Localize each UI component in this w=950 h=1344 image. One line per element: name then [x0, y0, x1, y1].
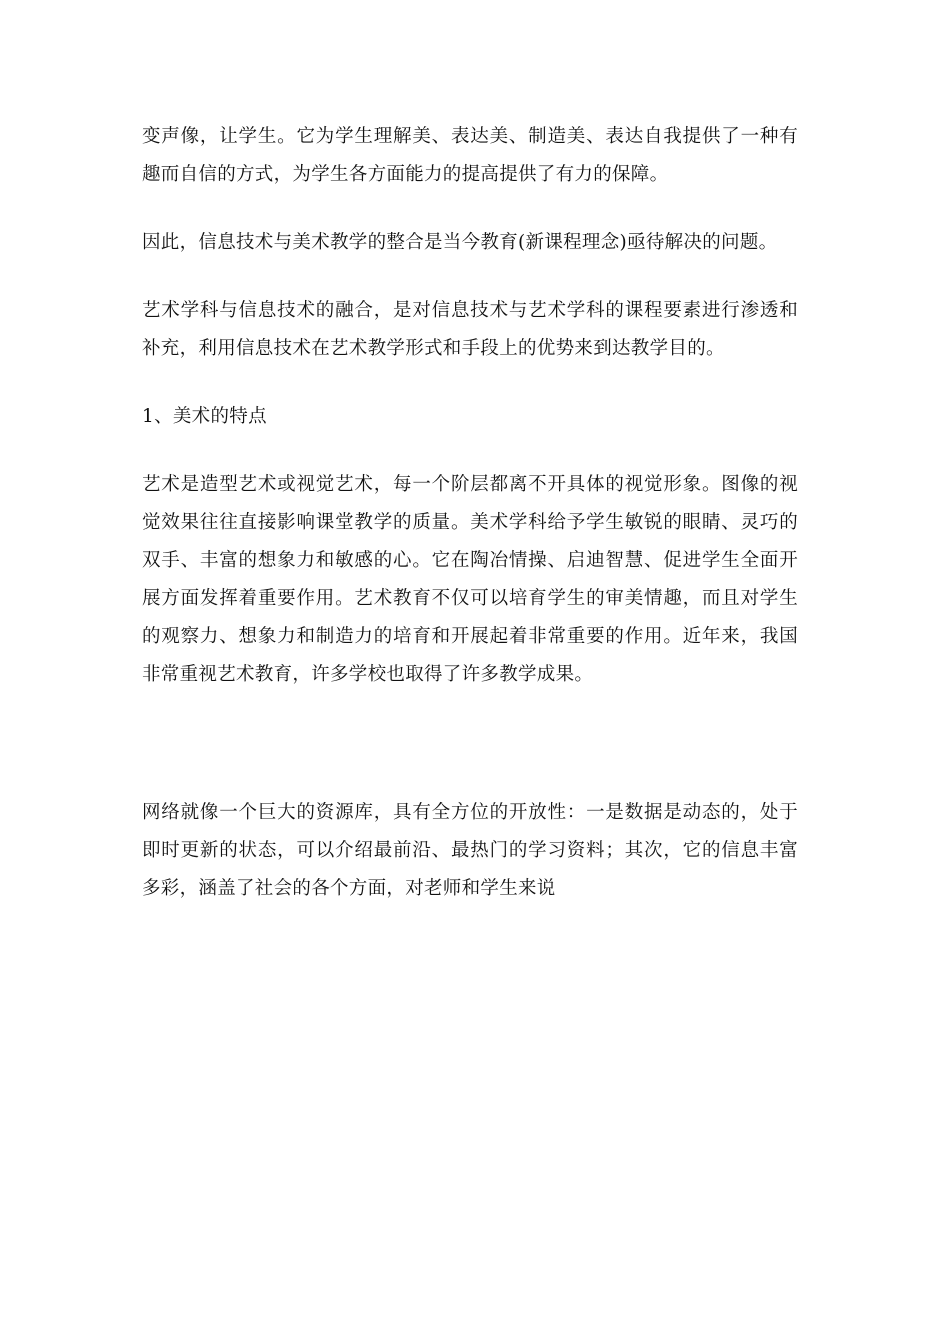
paragraph-integration-problem: 因此，信息技术与美术教学的整合是当今教育(新课程理念)亟待解决的问题。 — [142, 232, 778, 253]
section-heading-art-features: 1、美术的特点 — [142, 406, 267, 427]
paragraph-art-expression: 变声像，让学生。它为学生理解美、表达美、制造美、表达自我提供了一种有趣而自信的方式，为学生各方面能力的提高提供了有力的保障。 — [142, 126, 798, 185]
paragraph-art-features: 艺术是造型艺术或视觉艺术，每一个阶层都离不开具体的视觉形象。图像的视觉效果往往直接影响课堂教学的质量。美术学科给予学生敏锐的眼睛、灵巧的双手、丰富的想象力和敏感的心。它在陶冶情操、启迪智慧、促进学生全面开展方面发挥着重要作用。艺术教育不仅可以培育学生的审美情趣，而且对学生的观察力、想象力和制造力的培育和开展起着非常重要的作用。近年来，我国非常重视艺术教育，许多学校也取得了许多教学成果。 — [142, 474, 798, 685]
paragraph-network-resources: 网络就像一个巨大的资源库，具有全方位的开放性：一是数据是动态的，处于即时更新的状态，可以介绍最前沿、最热门的学习资料；其次，它的信息丰富多彩，涵盖了社会的各个方面，对老师和学生来说 — [142, 802, 798, 899]
paragraph-discipline-fusion: 艺术学科与信息技术的融合，是对信息技术与艺术学科的课程要素进行渗透和补充，利用信息技术在艺术教学形式和手段上的优势来到达教学目的。 — [142, 300, 798, 359]
